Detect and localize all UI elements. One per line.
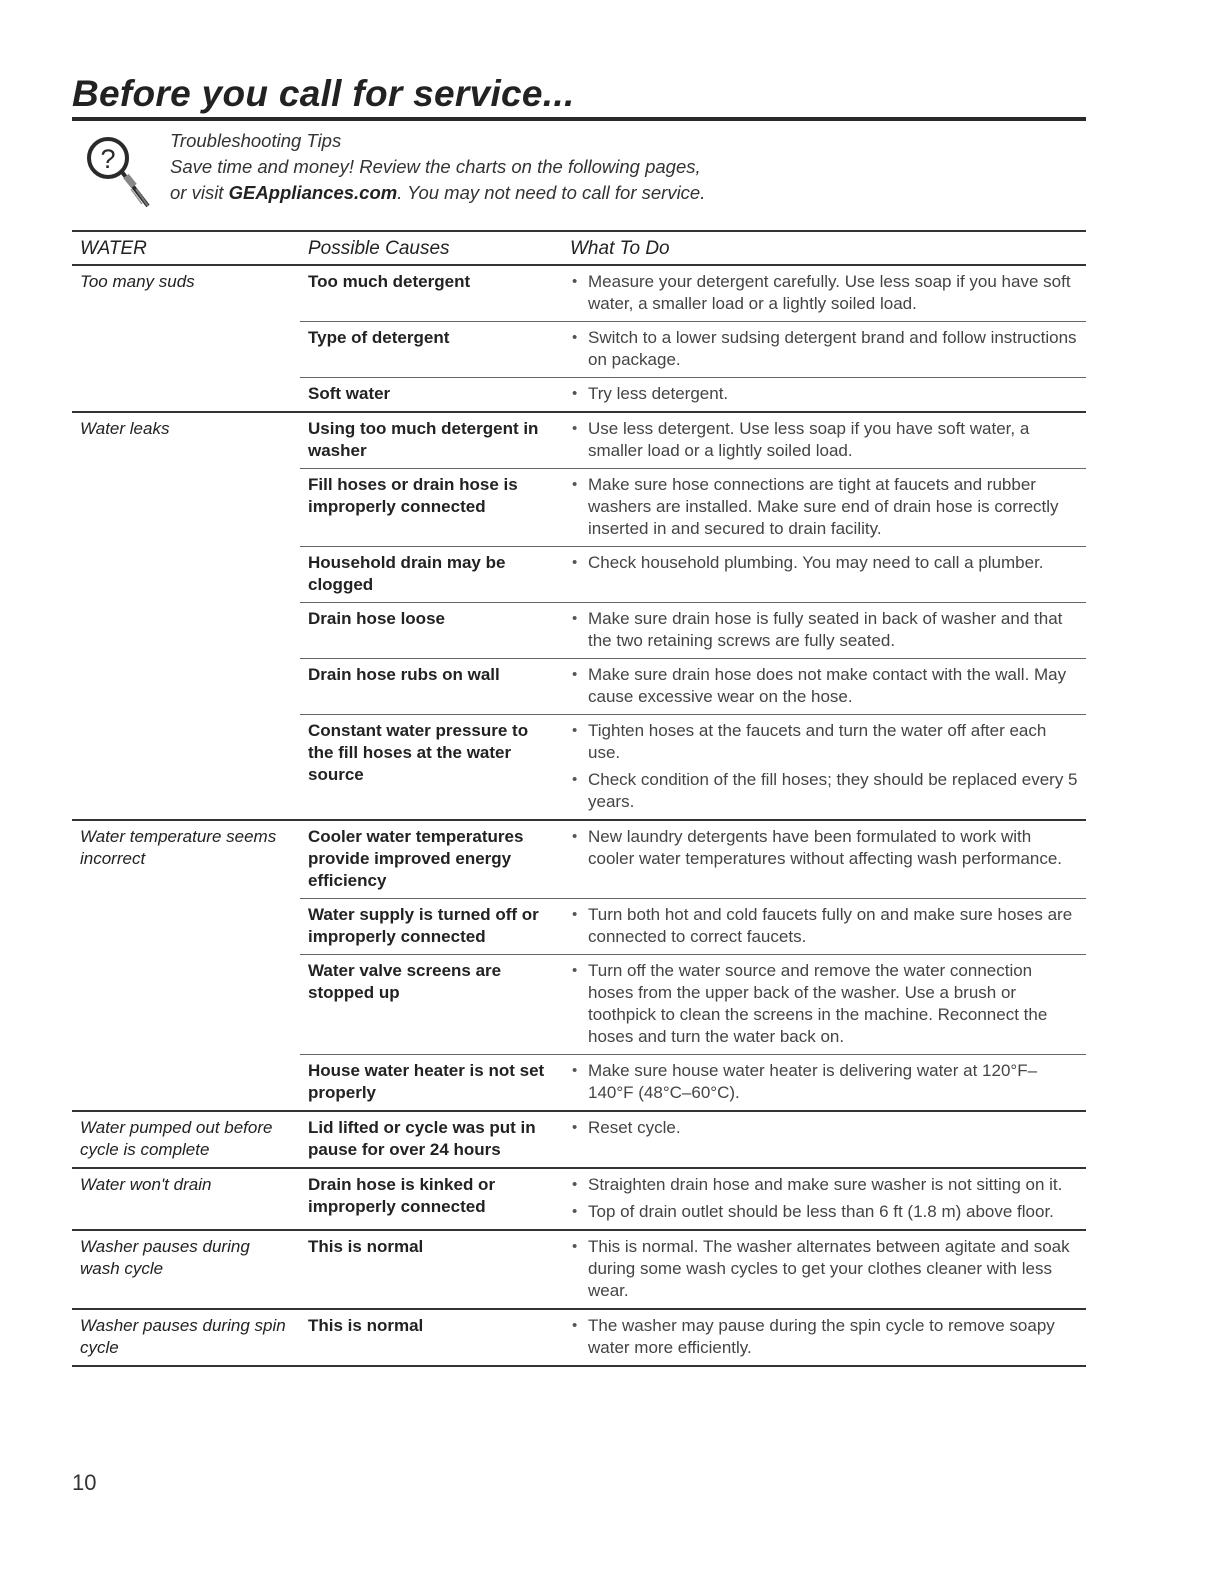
todo-cell	[562, 469, 1086, 547]
table-header-row	[72, 231, 1086, 265]
table-row	[72, 1309, 1086, 1366]
problem-cell	[72, 899, 300, 955]
todo-cell	[562, 1111, 1086, 1168]
table-row	[72, 378, 1086, 413]
table-row	[72, 1111, 1086, 1168]
problem-cell	[72, 715, 300, 821]
page-number: 10	[72, 1470, 97, 1495]
todo-bullet: • Make sure drain hose does not make contact with the wall. May cause excessive wear on the hose.	[570, 664, 1078, 708]
cause-cell: Fill hoses or drain hose is improperly connected	[300, 469, 562, 547]
todo-cell	[562, 899, 1086, 955]
cause-cell: This is normal	[300, 1230, 562, 1309]
problem-cell	[72, 1055, 300, 1112]
problem-cell: Washer pauses during spin cycle	[72, 1309, 300, 1366]
svg-text:?: ?	[100, 144, 116, 174]
page-title: Before you call for service...	[72, 73, 575, 114]
problem-cell	[72, 322, 300, 378]
todo-cell	[562, 955, 1086, 1055]
todo-cell	[562, 715, 1086, 821]
cause-cell: Household drain may be clogged	[300, 547, 562, 603]
todo-bullet: • Reset cycle.	[570, 1117, 1078, 1139]
table-row	[72, 1055, 1086, 1112]
todo-cell	[562, 603, 1086, 659]
todo-cell	[562, 1309, 1086, 1366]
troubleshooting-table	[72, 230, 1086, 1367]
cause-cell: Water valve screens are stopped up	[300, 955, 562, 1055]
problem-cell: Too many suds	[80, 272, 195, 291]
cause-cell: House water heater is not set properly	[300, 1055, 562, 1112]
tips-line-1: Save time and money! Review the charts on the following pages,	[170, 156, 701, 177]
todo-cell	[562, 820, 1086, 899]
todo-bullet: • Top of drain outlet should be less than 6 ft (1.8 m) above floor.	[570, 1201, 1078, 1223]
todo-cell	[562, 659, 1086, 715]
table-row	[72, 955, 1086, 1055]
tips-line-2-pre: or visit	[170, 182, 229, 203]
cause-cell: Drain hose loose	[300, 603, 562, 659]
todo-bullet: • Tighten hoses at the faucets and turn the water off after each use.	[570, 720, 1078, 764]
table-row	[72, 899, 1086, 955]
cause-cell: Drain hose rubs on wall	[300, 659, 562, 715]
todo-bullet: • Check household plumbing. You may need to call a plumber.	[570, 552, 1078, 574]
table-body	[72, 265, 1086, 1366]
cause-cell: Drain hose is kinked or improperly connected	[300, 1168, 562, 1230]
todo-bullet: • Make sure house water heater is delivering water at 120°F–140°F (48°C–60°C).	[570, 1060, 1078, 1104]
problem-cell	[72, 469, 300, 547]
problem-cell: Washer pauses during wash cycle	[72, 1230, 300, 1309]
table-row	[72, 1230, 1086, 1309]
ge-appliances-link[interactable]: GEAppliances.com	[228, 182, 398, 203]
todo-bullet: • Use less detergent. Use less soap if you have soft water, a smaller load or a lightly soiled load.	[570, 418, 1078, 462]
title-rule	[72, 117, 1086, 121]
todo-bullet: • New laundry detergents have been formulated to work with cooler water temperatures without affecting wash performance.	[570, 826, 1078, 870]
tips-text	[170, 128, 705, 206]
problem-cell: Water temperature seems incorrect	[72, 820, 300, 899]
table-row	[72, 412, 1086, 469]
todo-cell	[562, 265, 1086, 322]
table-row	[72, 469, 1086, 547]
todo-cell	[562, 412, 1086, 469]
cause-cell: Cooler water temperatures provide improved energy efficiency	[300, 820, 562, 899]
todo-bullet: • Make sure hose connections are tight at faucets and rubber washers are installed. Make sure end of drain hose is correctly inserted in and secured to drain facility.	[570, 474, 1078, 540]
problem-cell	[72, 955, 300, 1055]
problem-cell	[72, 378, 300, 413]
todo-bullet: • Turn both hot and cold faucets fully on and make sure hoses are connected to correct faucets.	[570, 904, 1078, 948]
problem-cell	[72, 547, 300, 603]
table-row	[72, 603, 1086, 659]
tips-line-2	[170, 180, 705, 206]
question-magnifier-icon	[84, 134, 166, 216]
todo-cell	[562, 322, 1086, 378]
cause-cell: Water supply is turned off or improperly connected	[300, 899, 562, 955]
cause-cell: Too much detergent	[308, 272, 471, 291]
todo-bullet: • Make sure drain hose is fully seated in back of washer and that the two retaining screws are fully seated.	[570, 608, 1078, 652]
todo-bullet: • Measure your detergent carefully. Use less soap if you have soft water, a smaller load or a lightly soiled load.	[570, 271, 1078, 315]
header-what-to-do: What To Do	[562, 231, 1086, 265]
table-row	[72, 820, 1086, 899]
problem-cell	[72, 659, 300, 715]
todo-bullet: • The washer may pause during the spin cycle to remove soapy water more efficiently.	[570, 1315, 1078, 1359]
cause-cell: Lid lifted or cycle was put in pause for over 24 hours	[300, 1111, 562, 1168]
todo-bullet: • Try less detergent.	[570, 383, 1078, 405]
cause-cell: Constant water pressure to the fill hoses at the water source	[300, 715, 562, 821]
todo-bullet: • Switch to a lower sudsing detergent brand and follow instructions on package.	[570, 327, 1078, 371]
table-row	[72, 322, 1086, 378]
table-row	[72, 547, 1086, 603]
table-row	[72, 1168, 1086, 1230]
todo-cell	[562, 1168, 1086, 1230]
todo-cell	[562, 1230, 1086, 1309]
cause-cell: Soft water	[300, 378, 562, 413]
table-row	[72, 715, 1086, 821]
header-possible-causes: Possible Causes	[300, 231, 562, 265]
cause-cell: Type of detergent	[300, 322, 562, 378]
troubleshooting-tips	[84, 128, 1084, 218]
cause-cell: Using too much detergent in washer	[300, 412, 562, 469]
problem-cell: Water won't drain	[72, 1168, 300, 1230]
todo-bullet: • This is normal. The washer alternates between agitate and soak during some wash cycles to get your clothes cleaner with less wear.	[570, 1236, 1078, 1302]
cause-cell: This is normal	[300, 1309, 562, 1366]
header-water: WATER	[72, 231, 300, 265]
todo-bullet: • Straighten drain hose and make sure washer is not sitting on it.	[570, 1174, 1078, 1196]
problem-cell	[72, 603, 300, 659]
tips-heading: Troubleshooting Tips	[170, 130, 342, 151]
problem-cell: Water leaks	[72, 412, 300, 469]
table-row	[72, 265, 1086, 322]
table-row	[72, 659, 1086, 715]
todo-cell	[562, 378, 1086, 413]
todo-bullet: • Turn off the water source and remove the water connection hoses from the upper back of the washer. Use a brush or toothpick to clean the screens in the machine. Reconnect the hoses and turn the water back on.	[570, 960, 1078, 1048]
todo-bullet: • Check condition of the fill hoses; they should be replaced every 5 years.	[570, 769, 1078, 813]
tips-line-2-post: . You may not need to call for service.	[397, 182, 706, 203]
problem-cell: Water pumped out before cycle is complete	[72, 1111, 300, 1168]
todo-cell	[562, 1055, 1086, 1112]
todo-cell	[562, 547, 1086, 603]
